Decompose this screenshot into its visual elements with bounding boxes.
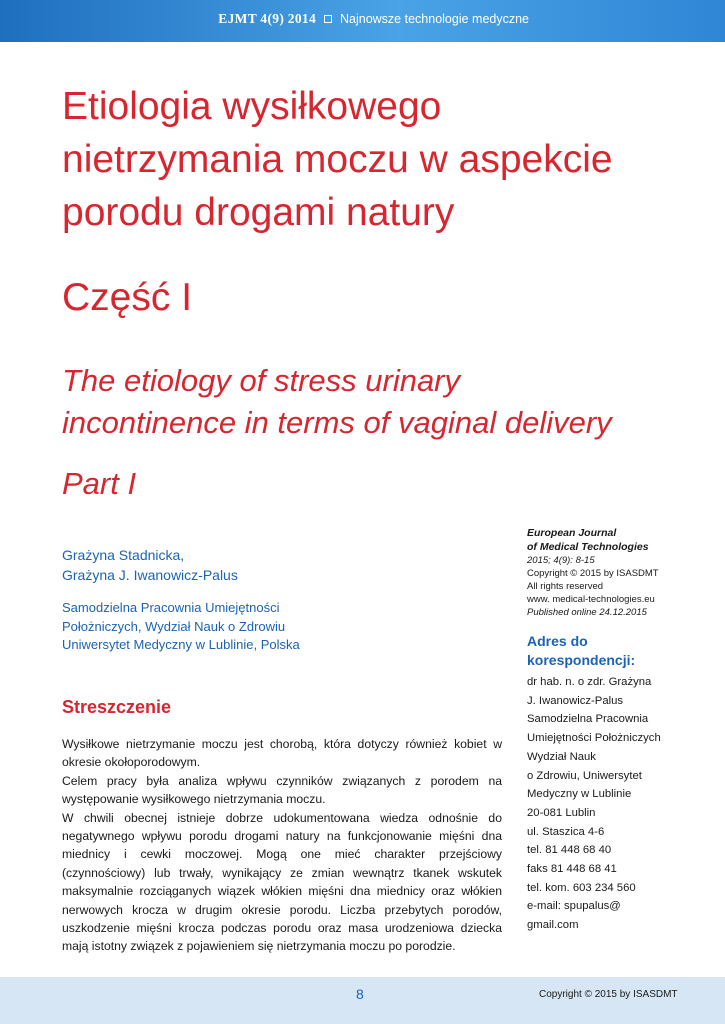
address-line: J. Iwanowicz-Palus — [527, 694, 624, 707]
published-date: Published online 24.12.2015 — [527, 607, 647, 618]
title-english-line: incontinence in terms of vaginal delivery — [62, 405, 612, 440]
title-polish — [62, 80, 662, 239]
address-line: Samodzielna Pracownia — [527, 713, 649, 726]
sidebar-copyright: Copyright © 2015 by ISASDMT — [527, 568, 659, 579]
journal-name-line: of Medical Technologies — [527, 540, 649, 553]
title-english-line: The etiology of stress urinary — [62, 363, 461, 398]
author: Grażyna J. Iwanowicz-Palus — [62, 567, 238, 583]
address-line: ul. Staszica 4-6 — [527, 825, 605, 838]
title-polish-line: Etiologia wysiłkowego — [62, 85, 442, 128]
journal-header-bar — [0, 0, 725, 42]
page-footer — [0, 977, 725, 1024]
citation: 2015; 4(9): 8-15 — [527, 555, 595, 566]
address-line: Medyczny w Lublinie — [527, 788, 632, 801]
page-number: 8 — [356, 986, 364, 1002]
journal-header-text — [218, 11, 529, 27]
title-polish-part: Część I — [62, 276, 193, 319]
website: www. medical-technologies.eu — [527, 594, 655, 605]
journal-name-line: European Journal — [527, 527, 617, 539]
title-polish-line: porodu drogami natury — [62, 191, 455, 234]
affiliation — [62, 599, 300, 655]
abstract-paragraph: W chwili obecnej istnieje dobrze udokumentowana wiedza odnośnie do negatywnego wpływu porodu drogami natury na funkcjonowanie mięśni dna miednicy i cewki moczowej. Mogą one mieć charakter przejściowy (czynnościowy) lub trwały, wynikający ze zmian wewnątrz tkanek wskutek maksymalnie rozciąganych wiązek włókien mięśni dna miednicy oraz włókien nerwowych krocza w drugim okresie porodu. Liczba przebytych porodów, uszkodzenie mięśni krocza podczas porodu oraz masa urodzeniowa dziecka mają istotny związek z pojawieniem się nietrzymania moczu po porodzie. — [62, 810, 502, 954]
title-english — [62, 360, 682, 444]
affiliation-line: Uniwersytet Medyczny w Lublinie, Polska — [62, 637, 300, 652]
abstract-body — [62, 735, 502, 956]
correspondence-address — [527, 673, 712, 935]
journal-section: Najnowsze technologie medyczne — [340, 12, 529, 26]
address-line: faks 81 448 68 41 — [527, 863, 617, 876]
journal-issue: EJMT 4(9) 2014 — [218, 11, 316, 26]
abstract-paragraph: Celem pracy była analiza wpływu czynników związanych z porodem na występowanie wysiłkowego nietrzymania moczu. — [62, 773, 502, 807]
correspondence-heading — [527, 632, 712, 670]
affiliation-line: Samodzielna Pracownia Umiejętności — [62, 600, 280, 615]
address-line: tel. 81 448 68 40 — [527, 844, 612, 857]
correspondence-heading-line: Adres do — [527, 633, 588, 649]
square-bullet-icon — [324, 15, 332, 23]
address-line: 20-081 Lublin — [527, 806, 596, 819]
abstract-heading: Streszczenie — [62, 697, 172, 717]
abstract-paragraph: Wysiłkowe nietrzymanie moczu jest chorobą, która dotyczy również kobiet w okresie okołoporodowym. — [62, 737, 502, 770]
affiliation-line: Położniczych, Wydział Nauk o Zdrowiu — [62, 618, 286, 634]
address-line: o Zdrowiu, Uniwersytet — [527, 769, 642, 782]
footer-copyright: Copyright © 2015 by ISASDMT — [539, 989, 678, 1000]
address-line: e-mail: spupalus@ — [527, 900, 621, 913]
title-english-part: Part I — [62, 466, 137, 501]
address-line: Wydział Nauk — [527, 750, 596, 763]
address-line: dr hab. n. o zdr. Grażyna — [527, 676, 652, 688]
address-line: Umiejętności Położniczych — [527, 732, 661, 745]
title-polish-line: nietrzymania moczu w aspekcie — [62, 138, 613, 181]
article-info-sidebar — [527, 527, 712, 935]
author: Grażyna Stadnicka, — [62, 547, 185, 563]
address-line: tel. kom. 603 234 560 — [527, 881, 636, 894]
address-line: gmail.com — [527, 919, 579, 932]
authors — [62, 545, 238, 585]
rights: All rights reserved — [527, 581, 604, 592]
correspondence-heading-line: korespondencji: — [527, 652, 636, 668]
